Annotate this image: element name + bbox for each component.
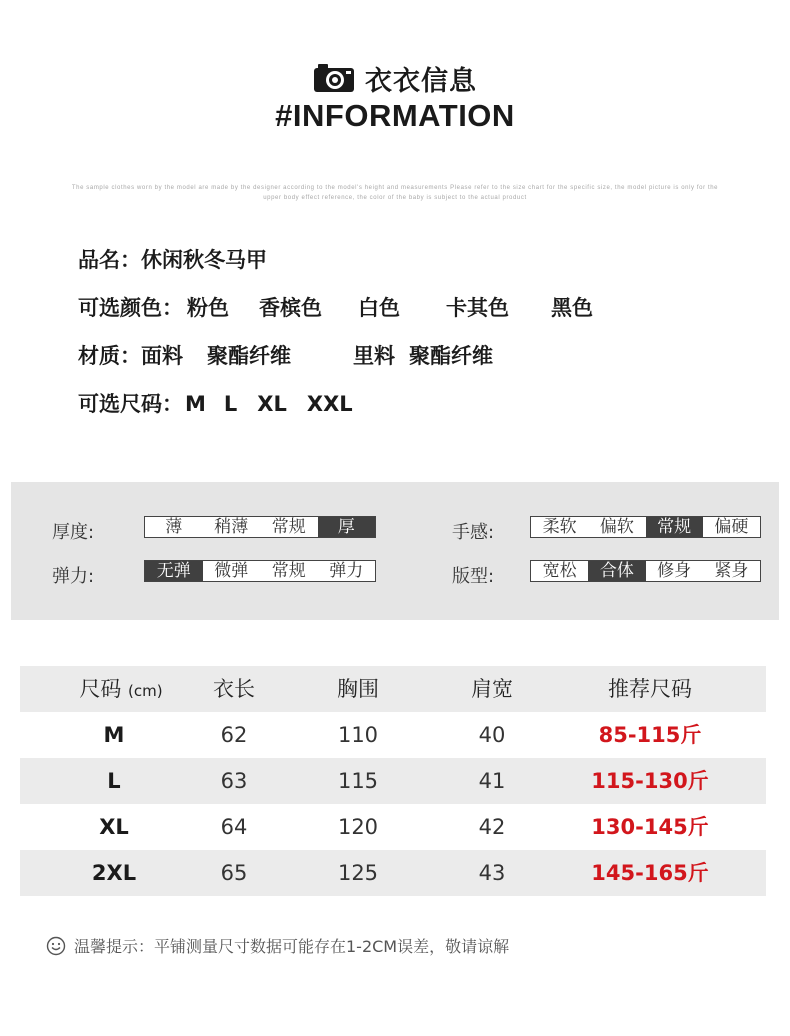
material-label: 材质： bbox=[78, 344, 141, 368]
elasticity-scale bbox=[144, 560, 376, 582]
sizes-label: 可选尺码： bbox=[78, 392, 183, 416]
color-option: 卡其色 bbox=[446, 296, 509, 320]
row-size: L bbox=[107, 769, 121, 793]
product-name-line bbox=[78, 244, 267, 274]
lining-value: 聚酯纤维 bbox=[409, 344, 493, 368]
color-options-line bbox=[78, 292, 593, 322]
table-row bbox=[20, 804, 766, 850]
thickness-option: 常规 bbox=[271, 517, 306, 537]
outer-fabric-label: 面料 bbox=[141, 344, 183, 368]
camera-icon bbox=[313, 63, 355, 93]
size-table bbox=[20, 666, 766, 896]
smiley-icon bbox=[46, 936, 66, 956]
row-recommend: 85-115斤 bbox=[598, 723, 702, 747]
thickness-label: 厚度: bbox=[52, 522, 95, 543]
elasticity-option: 常规 bbox=[271, 561, 306, 581]
product-name-value: 休闲秋冬马甲 bbox=[141, 248, 267, 272]
header-unit: (cm) bbox=[128, 682, 163, 700]
material-line bbox=[78, 340, 493, 370]
color-option: 白色 bbox=[358, 296, 400, 320]
fit-scale bbox=[530, 560, 761, 582]
feel-label: 手感: bbox=[452, 522, 495, 543]
product-name-label: 品名： bbox=[78, 248, 141, 272]
fit-label: 版型: bbox=[452, 566, 495, 587]
row-chest: 120 bbox=[337, 815, 379, 839]
row-shoulder: 42 bbox=[478, 815, 506, 839]
row-shoulder: 43 bbox=[478, 861, 506, 885]
row-size: M bbox=[103, 723, 125, 747]
color-option: 粉色 bbox=[187, 296, 229, 320]
elasticity-option: 无弹 bbox=[145, 561, 203, 581]
table-header-row bbox=[20, 666, 766, 712]
feel-option: 偏软 bbox=[599, 517, 634, 537]
feel-option: 常规 bbox=[646, 517, 703, 537]
colors-label: 可选颜色： bbox=[78, 296, 183, 320]
color-option: 黑色 bbox=[551, 296, 593, 320]
size-options-line bbox=[78, 388, 353, 418]
measurement-tip bbox=[46, 934, 509, 957]
feel-option: 柔软 bbox=[542, 517, 577, 537]
page-title: 衣衣信息 bbox=[365, 65, 477, 97]
page-subtitle: #INFORMATION bbox=[275, 98, 515, 133]
table-row bbox=[20, 850, 766, 896]
header-recommend: 推荐尺码 bbox=[608, 677, 692, 701]
disclaimer-note: The sample clothes worn by the model are made by the designer according to the model's height and measurements Please refer to the size chart for the specific size, the model picture is only for the upper body effect reference, the color of the baby is subject to the actual product bbox=[71, 185, 719, 201]
lining-label: 里料 bbox=[353, 344, 395, 368]
color-option: 香槟色 bbox=[259, 296, 322, 320]
row-size: 2XL bbox=[91, 861, 137, 885]
fit-option: 合体 bbox=[588, 561, 645, 581]
thickness-scale bbox=[144, 516, 376, 538]
fit-option: 宽松 bbox=[542, 561, 577, 581]
header-chest: 胸围 bbox=[337, 677, 379, 701]
thickness-option: 稍薄 bbox=[214, 517, 249, 537]
fit-option: 紧身 bbox=[714, 561, 749, 581]
row-length: 65 bbox=[220, 861, 248, 885]
header-length: 衣长 bbox=[213, 677, 255, 701]
header-title-row bbox=[0, 60, 790, 96]
tip-text: 温馨提示：平铺测量尺寸数据可能存在1-2CM误差，敬请谅解 bbox=[74, 937, 510, 956]
thickness-option: 厚 bbox=[318, 517, 376, 537]
row-recommend: 130-145斤 bbox=[591, 815, 709, 839]
row-recommend: 115-130斤 bbox=[591, 769, 709, 793]
outer-fabric-value: 聚酯纤维 bbox=[207, 344, 291, 368]
row-recommend: 145-165斤 bbox=[591, 861, 709, 885]
feel-option: 偏硬 bbox=[714, 517, 749, 537]
row-shoulder: 40 bbox=[478, 723, 506, 747]
size-option: XL bbox=[257, 392, 287, 416]
feel-scale bbox=[530, 516, 761, 538]
size-option: XXL bbox=[306, 392, 353, 416]
size-option: L bbox=[223, 392, 238, 416]
table-row bbox=[20, 758, 766, 804]
header-size-text: 尺码 bbox=[79, 677, 122, 701]
row-length: 62 bbox=[220, 723, 248, 747]
header-shoulder: 肩宽 bbox=[471, 677, 513, 701]
row-chest: 115 bbox=[337, 769, 379, 793]
elasticity-option: 微弹 bbox=[214, 561, 249, 581]
row-chest: 110 bbox=[337, 723, 379, 747]
row-chest: 125 bbox=[337, 861, 379, 885]
elasticity-label: 弹力: bbox=[52, 566, 95, 587]
elasticity-option: 弹力 bbox=[329, 561, 364, 581]
table-row bbox=[20, 712, 766, 758]
attribute-panel bbox=[11, 482, 779, 620]
row-size: XL bbox=[99, 815, 129, 839]
row-length: 63 bbox=[220, 769, 248, 793]
thickness-option: 薄 bbox=[165, 517, 183, 537]
header-size bbox=[56, 666, 186, 712]
fit-option: 修身 bbox=[657, 561, 692, 581]
row-shoulder: 41 bbox=[478, 769, 506, 793]
size-option: M bbox=[185, 392, 206, 416]
row-length: 64 bbox=[220, 815, 248, 839]
